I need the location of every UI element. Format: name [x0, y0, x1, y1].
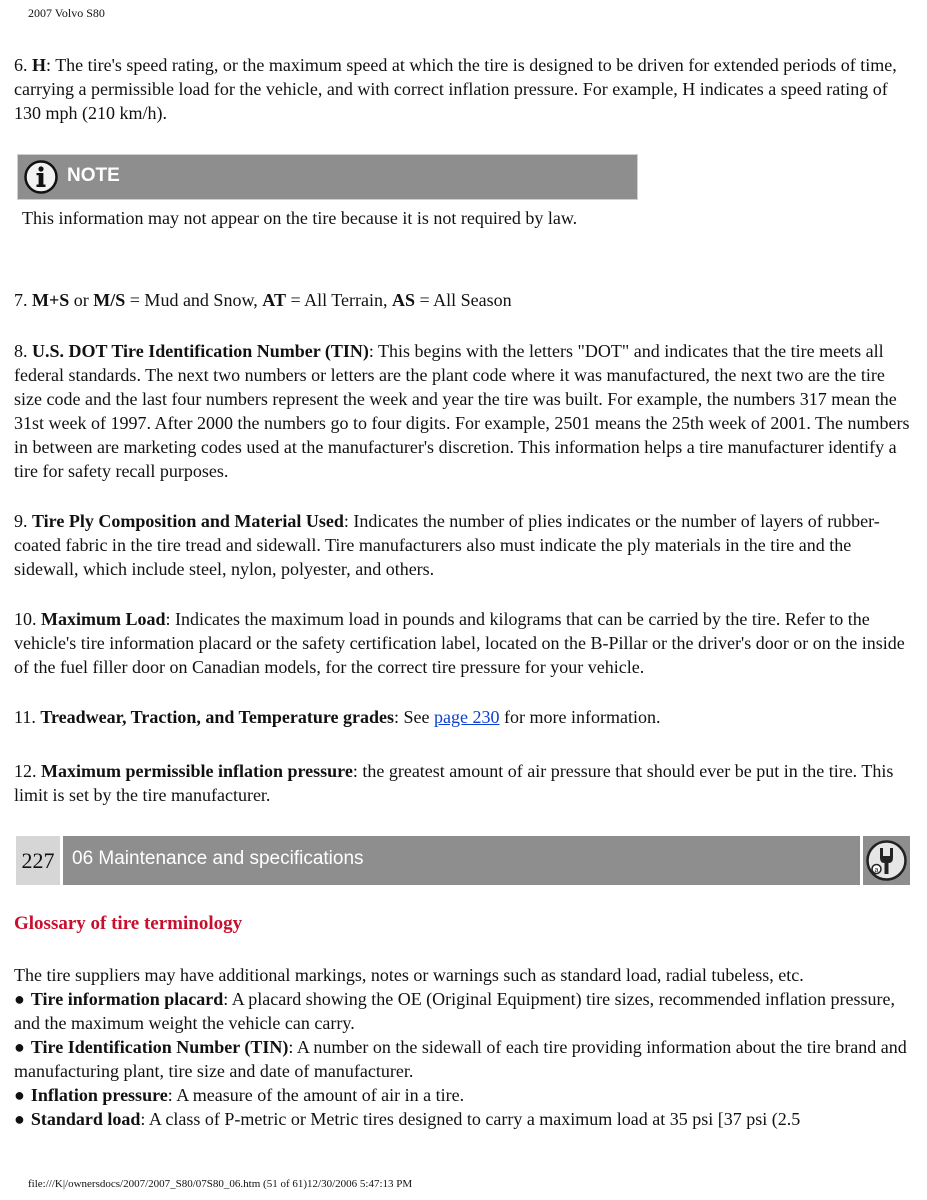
list-item: ● Inflation pressure: A measure of the amount of air in a tire. — [14, 1085, 465, 1105]
page-number: 227 — [16, 836, 60, 885]
note-label: NOTE — [67, 165, 120, 186]
item-12: 12. Maximum permissible inflation pressure: the greatest amount of air pressure that should ever be put in the tire. This limit is set by the tire manufacturer. — [14, 761, 894, 805]
item-10: 10. Maximum Load: Indicates the maximum load in pounds and kilograms that can be carried by the tire. Refer to the vehicle's tire information placard or the safety certification label, located on the B-Pillar or the driver's door or on the inside of the fuel filler door on Canadian models, for the correct tire pressure for your vehicle. — [14, 609, 905, 677]
section-title: 06 Maintenance and specifications — [72, 848, 364, 869]
glossary-intro: The tire suppliers may have additional markings, notes or warnings such as standard load, radial tubeless, etc. — [14, 965, 804, 985]
note-text: This information may not appear on the tire because it is not required by law. — [22, 208, 578, 228]
glossary-heading: Glossary of tire terminology — [14, 913, 243, 934]
item-6: 6. H: The tire's speed rating, or the maximum speed at which the tire is designed to be driven for extended periods of time, carrying a permissible load for the vehicle, and with correct inflation pressure. For example, H indicates a speed rating of 130 mph (210 km/h). — [14, 55, 897, 123]
list-item: ● Tire Identification Number (TIN): A number on the sidewall of each tire providing information about the tire brand and manufacturing plant, tire size and date of manufacturer. — [14, 1037, 907, 1081]
wrench-icon — [863, 836, 910, 885]
item-11: 11. Treadwear, Traction, and Temperature grades: See page 230 for more information. — [14, 707, 661, 727]
glossary-list — [14, 987, 914, 1131]
svg-text:a: a — [874, 867, 879, 874]
info-icon — [24, 160, 58, 194]
page-header: 2007 Volvo S80 — [28, 6, 105, 20]
note-bar — [17, 154, 638, 200]
list-item: ● Tire information placard: A placard showing the OE (Original Equipment) tire sizes, recommended inflation pressure, and the maximum weight the vehicle can carry. — [14, 989, 896, 1033]
section-bar — [16, 836, 910, 885]
item-9: 9. Tire Ply Composition and Material Used: Indicates the number of plies indicates or the number of layers of rubber-coated fabric in the tire tread and sidewall. Tire manufacturers also must indicate the ply materials in the tire and the sidewall, which include steel, nylon, polyester, and others. — [14, 511, 880, 579]
page-230-link[interactable]: page 230 — [434, 707, 500, 727]
section-title-box — [63, 836, 860, 885]
page-footer: file:///K|/ownersdocs/2007/2007_S80/07S80_06.htm (51 of 61)12/30/2006 5:47:13 PM — [28, 1178, 413, 1190]
item-7: 7. M+S or M/S = Mud and Snow, AT = All Terrain, AS = All Season — [14, 290, 512, 310]
list-item: ● Standard load: A class of P-metric or Metric tires designed to carry a maximum load at 35 psi [37 psi (2.5 — [14, 1109, 801, 1129]
section-icon-box — [863, 836, 910, 885]
item-8: 8. U.S. DOT Tire Identification Number (TIN): This begins with the letters "DOT" and indicates that the tire meets all federal standards. The next two numbers or letters are the plant code where it was manufactured, the next two are the tire size code and the last four numbers represent the week and year the tire was built. For example, the numbers 317 mean the 31st week of 1997. After 2000 the numbers go to four digits. For example, 2501 means the 25th week of 2001. The numbers in between are marketing codes used at the manufacturer's discretion. This information helps a tire manufacturer identify a tire for safety recall purposes. — [14, 341, 910, 481]
term-h: H — [32, 55, 47, 75]
